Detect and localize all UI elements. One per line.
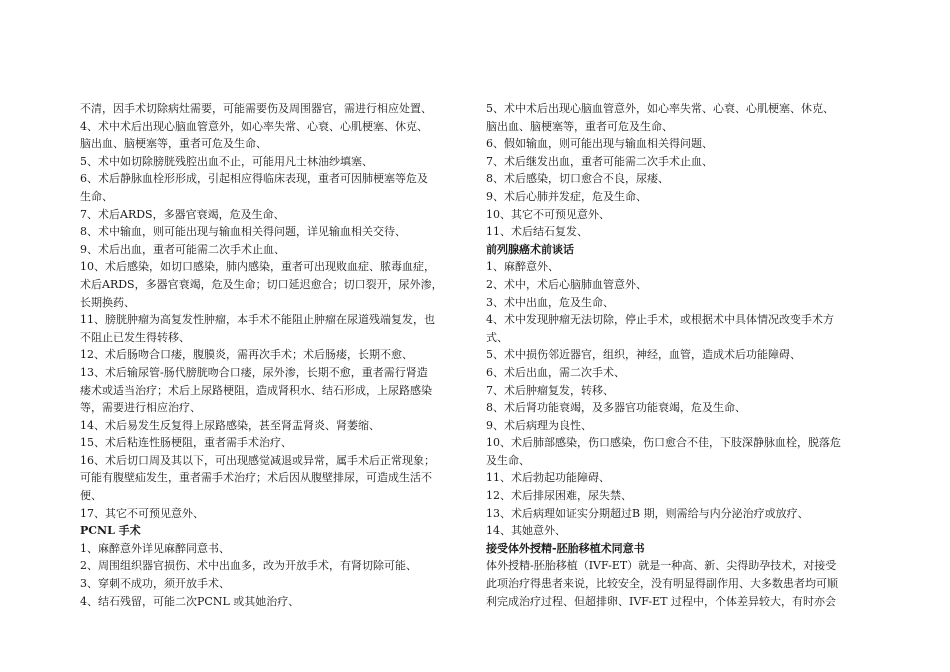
text-line: 7、术后ARDS，多器官衰竭，危及生命、: [80, 207, 285, 221]
text-line: 10、其它不可预见意外、: [486, 207, 610, 221]
text-line: 及生命、: [486, 453, 530, 467]
text-line: 6、术后静脉血栓形形成，引起相应得临床表现，重者可因肺梗塞等危及: [80, 172, 428, 186]
text-line: 9、术后心肺并发症，危及生命、: [486, 189, 647, 203]
text-line: 17、其它不可预见意外、: [80, 506, 204, 520]
text-line: 16、术后切口周及其以下，可出现感觉减退或异常，属手术后正常现象；: [80, 453, 435, 467]
text-line: 此项治疗得患者来说，比较安全，没有明显得副作用、大多数患者均可顺: [486, 577, 838, 591]
text-line: 14、术后易发生反复得上尿路感染，甚至肾盂肾炎、肾萎缩、: [80, 418, 380, 432]
text-line: 11、术后勃起功能障碍、: [486, 471, 610, 485]
text-line: 等，需要进行相应治疗、: [80, 401, 201, 415]
text-line: 1、麻醉意外、: [486, 260, 559, 274]
text-line: 2、术中，术后心脑肺血管意外、: [486, 277, 647, 291]
text-line: 12、术后排尿困难，尿失禁、: [486, 489, 632, 503]
text-line: 9、术后出血，重者可能需二次手术止血、: [80, 242, 285, 256]
text-line: 式、: [486, 330, 508, 344]
text-line: 2、周围组织器官损伤、术中出血多，改为开放手术，有肾切除可能、: [80, 559, 417, 573]
text-line: 6、术后出血，需二次手术、: [486, 365, 625, 379]
text-line: 脑出血、脑梗塞等，重者可危及生命、: [486, 119, 673, 133]
text-line: 10、术后感染，如切口感染，肺内感染，重者可出现败血症、脓毒血症，: [80, 260, 435, 274]
left-column: [80, 100, 465, 610]
text-line: 13、术后输尿管-肠代膀胱吻合口瘘，尿外渗，长期不愈，重者需行肾造: [80, 365, 428, 379]
right-column: [486, 100, 871, 610]
section-heading: PCNL 手术: [80, 524, 141, 538]
text-line: 不清，因手术切除病灶需要，可能需要伤及周围器官，需进行相应处置、: [80, 102, 432, 115]
text-line: 利完成治疗过程、但超排卵、IVF-ET 过程中，个体差异较大，有时亦会: [486, 594, 837, 608]
text-line: 3、术中出血，危及生命、: [486, 295, 614, 309]
text-line: 4、结石残留，可能二次PCNL 或其她治疗、: [80, 594, 300, 608]
text-line: 5、术中损伤邻近器官，组织，神经，血管，造成术后功能障碍、: [486, 348, 801, 362]
text-line: 不阻止已发生得转移、: [80, 330, 190, 344]
text-line: 11、膀胱肿瘤为高复发性肿瘤，本手术不能阻止肿瘤在尿道残端复发，也: [80, 313, 435, 327]
text-line: 15、术后粘连性肠梗阻，重者需手术治疗、: [80, 436, 292, 450]
text-line: 1、麻醉意外详见麻醉同意书、: [80, 541, 230, 555]
text-line: 6、假如输血，则可能出现与输血相关得问题、: [486, 137, 713, 151]
text-line: 便、: [80, 489, 102, 503]
text-line: 7、术后继发出血，重者可能需二次手术止血、: [486, 154, 713, 168]
text-line: 5、术中如切除膀胱残腔出血不止，可能用凡士林油纱填塞、: [80, 154, 373, 168]
text-line: 可能有腹壁疝发生，重者需手术治疗；术后因从腹壁排尿，可造成生活不: [80, 471, 432, 485]
text-line: 13、术后病理如证实分期超过B 期，则需给与内分泌治疗或放疗、: [486, 506, 809, 520]
text-line: 瘘术或适当治疗；术后上尿路梗阻，造成肾积水、结石形成，上尿路感染: [80, 383, 432, 397]
text-line: 8、术后肾功能衰竭，及多器官功能衰竭，危及生命、: [486, 401, 746, 415]
text-line: 9、术后病理为良性、: [486, 418, 592, 432]
text-line: 10、术后肺部感染，伤口感染，伤口愈合不佳，下肢深静脉血栓，脱落危: [486, 436, 841, 450]
text-line: 7、术后肿瘤复发，转移、: [486, 383, 614, 397]
text-line: 体外授精-胚胎移植（IVF-ET）就是一种高、新、尖得助孕技术，对接受: [486, 559, 837, 573]
text-line: 脑出血、脑梗塞等，重者可危及生命、: [80, 137, 267, 151]
section-heading: 前列腺癌术前谈话: [486, 242, 574, 256]
text-line: 11、术后结石复发、: [486, 225, 588, 239]
text-line: 4、术中术后出现心脑血管意外，如心率失常、心衰、心肌梗塞、休克、: [80, 119, 428, 133]
text-line: 4、术中发现肿瘤无法切除，停止手术，或根据术中具体情况改变手术方: [486, 313, 834, 327]
text-line: 长期换药、: [80, 295, 135, 309]
text-line: 术后ARDS，多器官衰竭，危及生命；切口延迟愈合；切口裂开，尿外渗，: [80, 277, 443, 291]
section-heading: 接受体外授精-胚胎移植术同意书: [486, 541, 645, 555]
text-line: 14、其她意外、: [486, 524, 566, 538]
text-line: 生命、: [80, 189, 113, 203]
text-line: 3、穿刺不成功，须开放手术、: [80, 577, 230, 591]
text-line: 12、术后肠吻合口瘘，腹膜炎，需再次手术；术后肠瘘，长期不愈、: [80, 348, 413, 362]
text-line: 8、术后感染，切口愈合不良，尿瘘、: [486, 172, 669, 186]
text-line: 5、术中术后出现心脑血管意外，如心率失常、心衰、心肌梗塞、休克、: [486, 102, 834, 115]
text-line: 8、术中输血，则可能出现与输血相关得问题，详见输血相关交待、: [80, 225, 406, 239]
